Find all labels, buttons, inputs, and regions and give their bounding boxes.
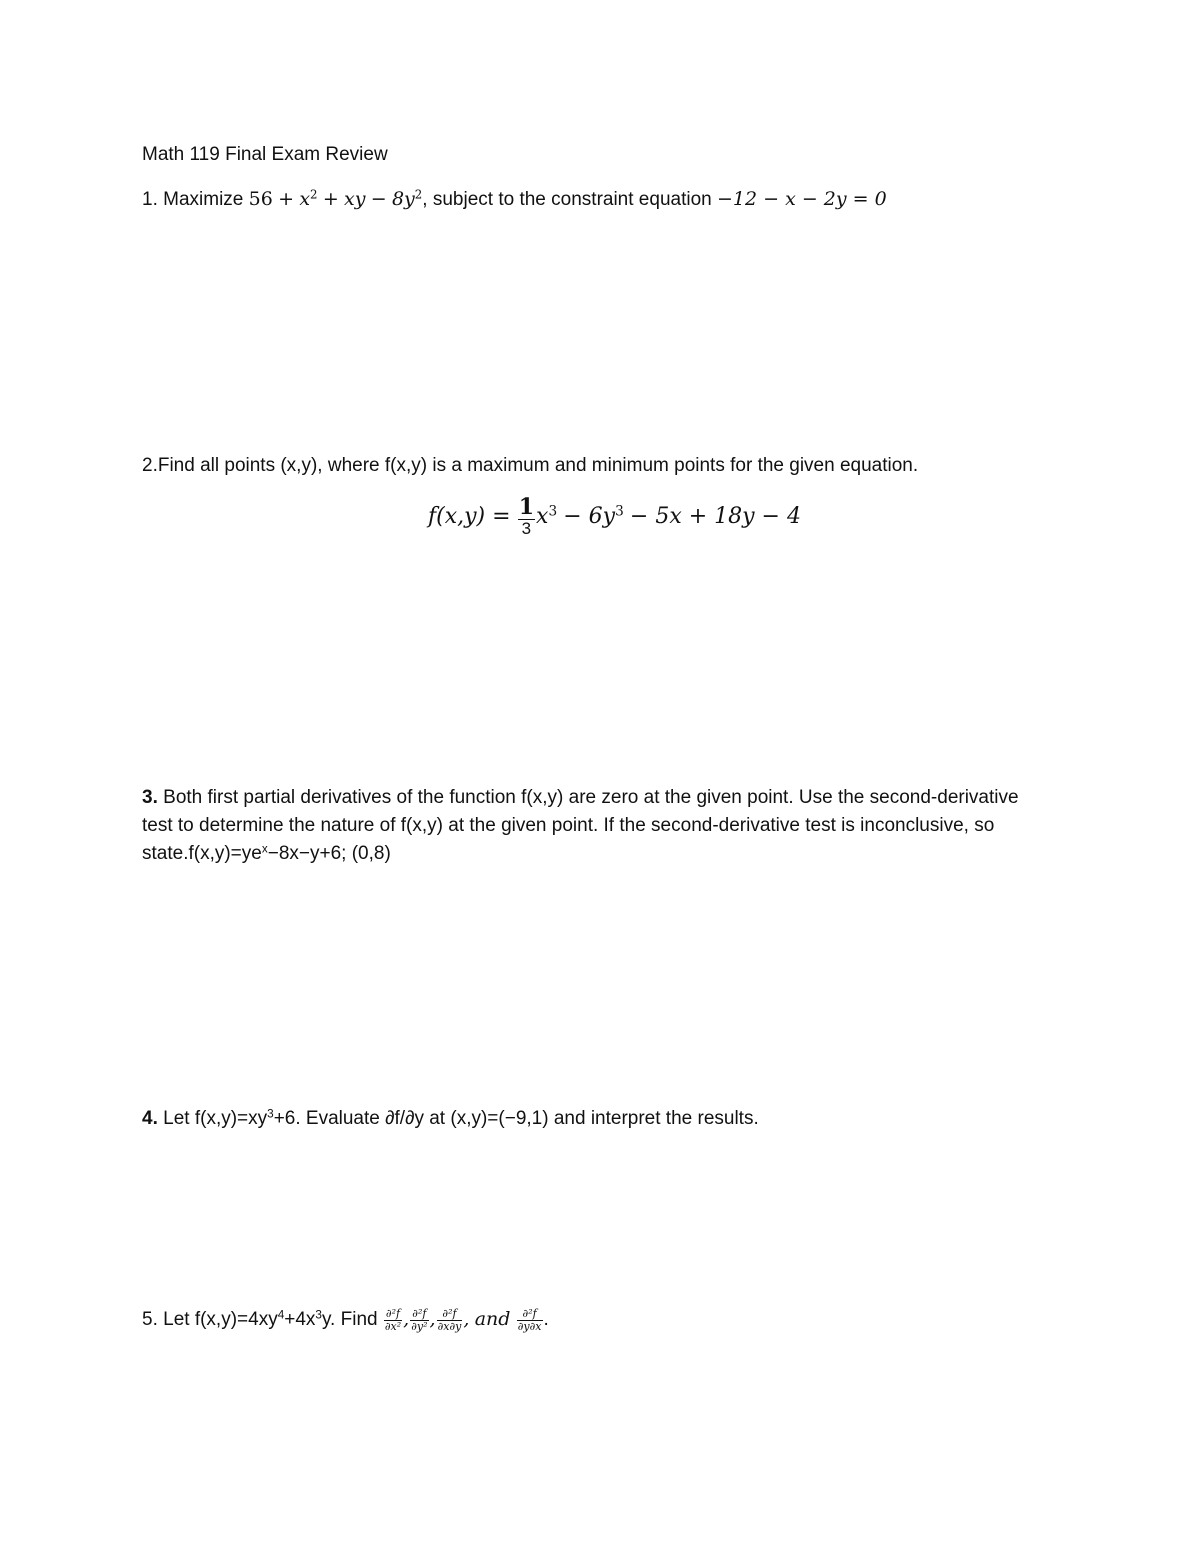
- q1-expr-56: 56: [248, 188, 273, 210]
- q3-line-3-pre: state.f(x,y)=ye: [142, 843, 262, 864]
- q5-f4-den: ∂y∂x: [517, 1319, 542, 1333]
- q5-mid: +4x: [284, 1309, 316, 1331]
- q4-post: +6. Evaluate ∂f/∂y at (x,y)=(−9,1) and interpret the results.: [273, 1108, 759, 1129]
- q5-f2-den: ∂y²: [411, 1319, 428, 1333]
- q4-sup: 3: [267, 1107, 274, 1121]
- q2-lhs: f(x,y) =: [428, 503, 511, 529]
- q4-number: 4.: [142, 1108, 158, 1129]
- q5-f3-den: ∂x∂y: [437, 1319, 462, 1333]
- q5-f4-num: ∂²f: [517, 1308, 543, 1321]
- q1-constraint: −12 − x − 2y = 0: [717, 188, 887, 210]
- q1-expr-xy: xy: [344, 188, 366, 210]
- q2-term2-exp: 3: [615, 503, 624, 520]
- q5-pre: 5. Let f(x,y)=4xy: [142, 1309, 278, 1331]
- q3-line-2: test to determine the nature of f(x,y) at the given point. If the second-derivative test is inconclusive, so: [142, 815, 995, 836]
- question-2-prompt: 2.Find all points (x,y), where f(x,y) is a maximum and minimum points for the given equation.: [142, 455, 919, 476]
- q2-rest: − 5x + 18y − 4: [629, 503, 801, 529]
- q1-expr-exp1: 2: [310, 187, 318, 202]
- q5-sep-2: ,: [429, 1308, 436, 1331]
- q5-sep-1: ,: [403, 1308, 410, 1331]
- q4-pre: Let f(x,y)=xy: [163, 1108, 268, 1129]
- q5-sep-3: ,: [463, 1308, 470, 1331]
- page-title: Math 119 Final Exam Review: [142, 144, 388, 165]
- q2-term2: − 6y: [563, 503, 616, 529]
- q5-fraction-2: [410, 1308, 428, 1332]
- q2-fraction: [518, 496, 535, 538]
- q1-comma: ,: [422, 189, 428, 210]
- q5-f2-num: ∂²f: [410, 1308, 428, 1321]
- question-3: [142, 784, 1019, 868]
- q5-and: and: [474, 1308, 511, 1331]
- q3-line-3-post: −8x−y+6; (0,8): [267, 843, 391, 864]
- q2-frac-den: 3: [521, 519, 532, 539]
- q1-middle: subject to the constraint equation: [432, 189, 712, 210]
- q5-fraction-1: [384, 1308, 402, 1332]
- q1-expr-8y: 8y: [391, 188, 415, 210]
- q5-post: y. Find: [321, 1309, 378, 1331]
- q1-lead: Maximize: [163, 189, 244, 210]
- q3-line-1: [142, 784, 1019, 812]
- question-5: [142, 1308, 549, 1332]
- q1-expr-minus: −: [370, 188, 387, 210]
- q5-f1-den: ∂x²: [384, 1319, 402, 1333]
- q1-expr-exp2: 2: [414, 187, 423, 202]
- q5-fraction-3: [437, 1308, 463, 1332]
- q2-x3-base: x: [536, 503, 549, 529]
- q2-frac-num: 1: [518, 494, 535, 520]
- question-2-equation: [428, 496, 801, 538]
- q3-line-3: [142, 840, 1019, 868]
- q1-expr-x: x: [299, 188, 311, 210]
- question-1: [142, 188, 887, 211]
- q1-expr-plus2: +: [322, 188, 339, 210]
- q5-sup-1: 4: [277, 1308, 285, 1322]
- q3-line-1-text: Both first partial derivatives of the function f(x,y) are zero at the given point. Use the second-derivative: [163, 787, 1019, 808]
- q1-expr-plus1: +: [278, 188, 295, 210]
- q5-sup-2: 3: [315, 1308, 322, 1322]
- q5-period: .: [543, 1309, 549, 1331]
- q5-fraction-4: [517, 1308, 543, 1332]
- q3-number: 3.: [142, 787, 158, 808]
- question-4: [142, 1108, 759, 1130]
- q5-f3-num: ∂²f: [437, 1308, 463, 1321]
- q3-line-3-sup: x: [261, 842, 268, 856]
- q2-x3-exp: 3: [548, 503, 558, 520]
- q5-f1-num: ∂²f: [384, 1308, 402, 1321]
- q1-number: 1.: [142, 189, 158, 210]
